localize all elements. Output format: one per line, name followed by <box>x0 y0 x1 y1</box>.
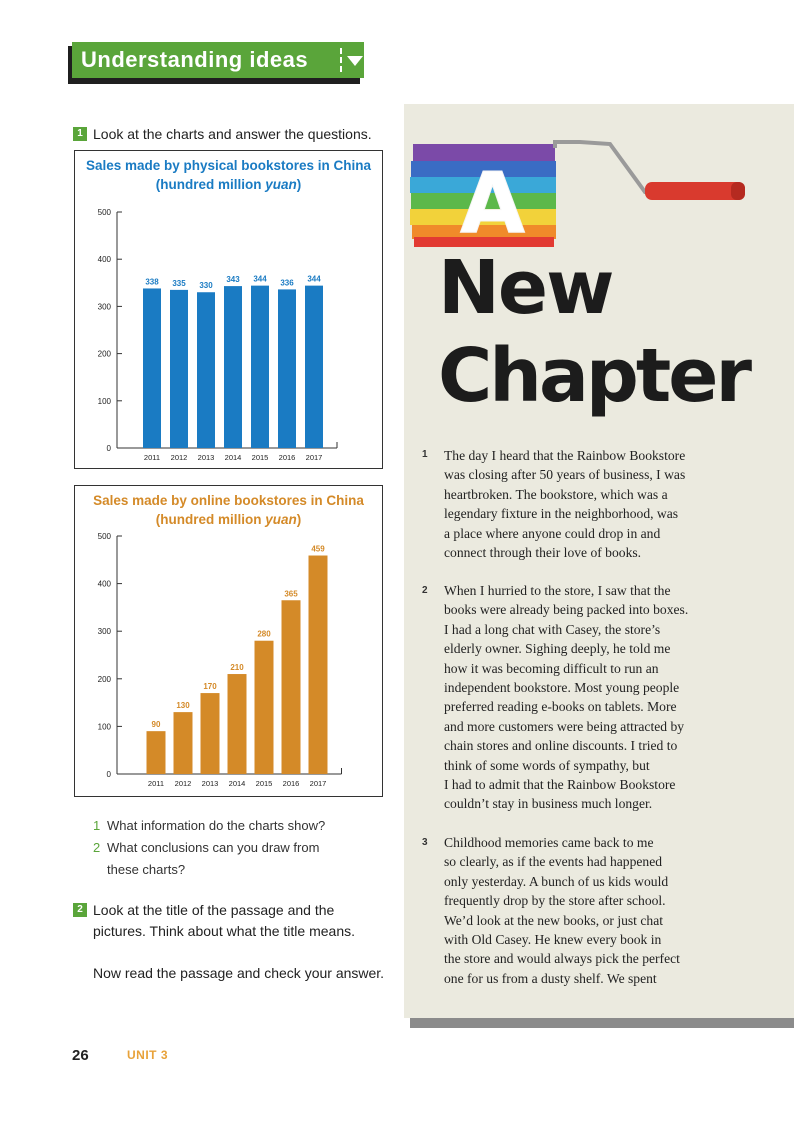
data-label: 210 <box>230 663 244 673</box>
chart-title-unit-prefix: (hundred million <box>155 512 266 527</box>
paragraph-number: 2 <box>422 585 428 596</box>
x-tick-label: 2012 <box>170 453 188 462</box>
text-line: with Old Casey. He knew every book in <box>444 932 662 948</box>
header-separator <box>340 48 342 72</box>
text-line: think of some words of sympathy, but <box>444 757 650 773</box>
data-label: 280 <box>257 629 271 639</box>
bar <box>255 641 274 774</box>
bar <box>228 674 247 774</box>
y-tick-label: 0 <box>106 444 111 453</box>
data-label: 459 <box>311 544 325 554</box>
chart-title-unit: yuan <box>265 177 297 192</box>
y-tick-label: 400 <box>97 579 111 589</box>
text-line: We’d look at the new books, or just chat <box>444 912 663 928</box>
task-2-line3: Now read the passage and check your answer. <box>93 965 385 981</box>
question-item <box>93 837 325 859</box>
page-number: 26 <box>72 1047 89 1064</box>
bar <box>278 289 296 448</box>
bar-chart-physical <box>75 151 382 468</box>
text-line: frequently drop by the store after school. <box>444 893 666 909</box>
bar <box>143 288 161 448</box>
chart-title-unit-prefix: (hundred million <box>155 177 266 192</box>
question-text: What conclusions can you draw from <box>107 840 320 855</box>
data-label: 344 <box>253 274 267 284</box>
y-tick-label: 300 <box>97 302 111 312</box>
text-line: preferred reading e-books on tablets. More <box>444 699 677 715</box>
article-title-new: New <box>438 245 613 331</box>
text-line: elderly owner. Sighing deeply, he told me <box>444 641 671 657</box>
text-line: books were already being packed into boxes. <box>444 602 689 618</box>
data-label: 344 <box>307 274 321 284</box>
bar <box>197 292 215 448</box>
text-line: a place where anyone could drop in and <box>444 525 661 541</box>
y-tick-label: 0 <box>106 770 111 779</box>
text-line: I had to admit that the Rainbow Bookstore <box>444 777 676 793</box>
text-line: one for us from a dusty shelf. We spent <box>444 970 657 986</box>
bar-chart-online <box>75 486 382 796</box>
bar <box>201 693 220 774</box>
paragraph-2 <box>444 581 724 814</box>
y-tick-label: 100 <box>97 396 111 406</box>
x-tick-label: 2011 <box>143 453 161 462</box>
section-header <box>68 42 366 84</box>
question-item-continued <box>93 859 325 881</box>
task-2-line2: pictures. Think about what the title means. <box>93 923 355 939</box>
x-tick-label: 2016 <box>278 453 296 462</box>
data-label: 343 <box>226 275 240 285</box>
title-letter-a: A <box>460 154 526 252</box>
x-tick-label: 2013 <box>201 779 219 788</box>
text-line: how it was becoming difficult to run an <box>444 660 659 676</box>
text-line: independent bookstore. Most young people <box>444 680 680 696</box>
chart-title-unit-suffix: ) <box>296 512 302 527</box>
roller-handle <box>645 182 745 200</box>
question-number: 1 <box>93 818 101 833</box>
question-number: 2 <box>93 840 101 855</box>
x-tick-label: 2014 <box>228 779 246 788</box>
text-line: the store and would always pick the perfect <box>444 951 680 967</box>
task-2 <box>73 900 334 921</box>
chart-physical-bookstores <box>74 150 383 469</box>
chevron-down-icon[interactable] <box>347 56 363 66</box>
task-number-badge: 2 <box>73 903 87 917</box>
text-line: heartbroken. The bookstore, which was a <box>444 486 668 502</box>
paragraph-number: 1 <box>422 449 428 460</box>
task-1 <box>73 124 372 145</box>
article-panel-shadow <box>410 1018 794 1028</box>
data-label: 365 <box>284 589 298 599</box>
data-label: 336 <box>280 278 294 288</box>
y-tick-label: 500 <box>97 532 111 541</box>
paragraph-1 <box>444 446 724 562</box>
y-tick-label: 500 <box>97 208 111 217</box>
bar <box>251 286 269 448</box>
data-label: 338 <box>145 277 159 287</box>
y-tick-label: 200 <box>97 674 111 684</box>
roller-frame <box>555 142 650 192</box>
data-label: 335 <box>172 278 186 288</box>
y-tick-label: 400 <box>97 255 111 265</box>
bar <box>147 731 166 774</box>
bar <box>224 286 242 448</box>
text-line: I had a long chat with Casey, the store’s <box>444 621 661 637</box>
text-line: Childhood memories came back to me <box>444 835 654 850</box>
header-box[interactable] <box>72 42 364 78</box>
paragraph-number: 3 <box>422 837 428 848</box>
text-line: connect through their love of books. <box>444 545 642 561</box>
x-tick-label: 2011 <box>147 779 165 788</box>
bar <box>309 556 328 774</box>
question-item <box>93 815 325 837</box>
question-list <box>93 815 325 881</box>
bar <box>170 290 188 448</box>
x-tick-label: 2012 <box>174 779 192 788</box>
data-label: 130 <box>176 701 190 711</box>
x-tick-label: 2014 <box>224 453 242 462</box>
data-label: 330 <box>199 281 213 291</box>
bar <box>282 600 301 774</box>
unit-label: UNIT 3 <box>127 1048 169 1062</box>
x-tick-label: 2017 <box>309 779 327 788</box>
y-tick-label: 300 <box>97 627 111 637</box>
x-tick-label: 2015 <box>251 453 269 462</box>
task-2-line1: Look at the title of the passage and the <box>93 902 335 918</box>
y-tick-label: 100 <box>97 722 111 732</box>
chart-title-unit: yuan <box>265 512 297 527</box>
x-tick-label: 2017 <box>305 453 323 462</box>
section-title: Understanding ideas <box>81 47 309 72</box>
roller-handle-end <box>731 182 745 200</box>
text-line: was closing after 50 years of business, I was <box>444 467 686 483</box>
chart-online-bookstores <box>74 485 383 797</box>
task-1-text: Look at the charts and answer the questions. <box>93 126 372 142</box>
data-label: 170 <box>203 682 217 692</box>
bar <box>174 712 193 774</box>
text-line: The day I heard that the Rainbow Bookstore <box>444 448 686 463</box>
x-tick-label: 2015 <box>255 779 273 788</box>
text-line: couldn’t stay in business much longer. <box>444 796 653 812</box>
paragraph-3 <box>444 833 724 988</box>
x-tick-label: 2013 <box>197 453 215 462</box>
y-tick-label: 200 <box>97 349 111 359</box>
text-line: legendary fixture in the neighborhood, was <box>444 506 679 522</box>
text-line: When I hurried to the store, I saw that the <box>444 583 671 598</box>
text-line: chain stores and online discounts. I tried to <box>444 738 678 754</box>
chart-title-line1: Sales made by online bookstores in China <box>93 493 364 508</box>
data-label: 90 <box>151 720 161 730</box>
task-number-badge: 1 <box>73 127 87 141</box>
question-text: What information do the charts show? <box>107 818 326 833</box>
text-line: only yesterday. A bunch of us kids would <box>444 873 669 889</box>
chart-title-unit-suffix: ) <box>296 177 302 192</box>
x-tick-label: 2016 <box>282 779 300 788</box>
text-line: so clearly, as if the events had happened <box>444 854 663 870</box>
text-line: and more customers were being attracted by <box>444 718 685 734</box>
question-text: these charts? <box>107 862 186 877</box>
chart-title-line1: Sales made by physical bookstores in China <box>85 158 372 173</box>
bar <box>305 286 323 448</box>
paint-roller-illustration <box>405 134 755 254</box>
article-title-chapter: Chapter <box>438 333 749 419</box>
